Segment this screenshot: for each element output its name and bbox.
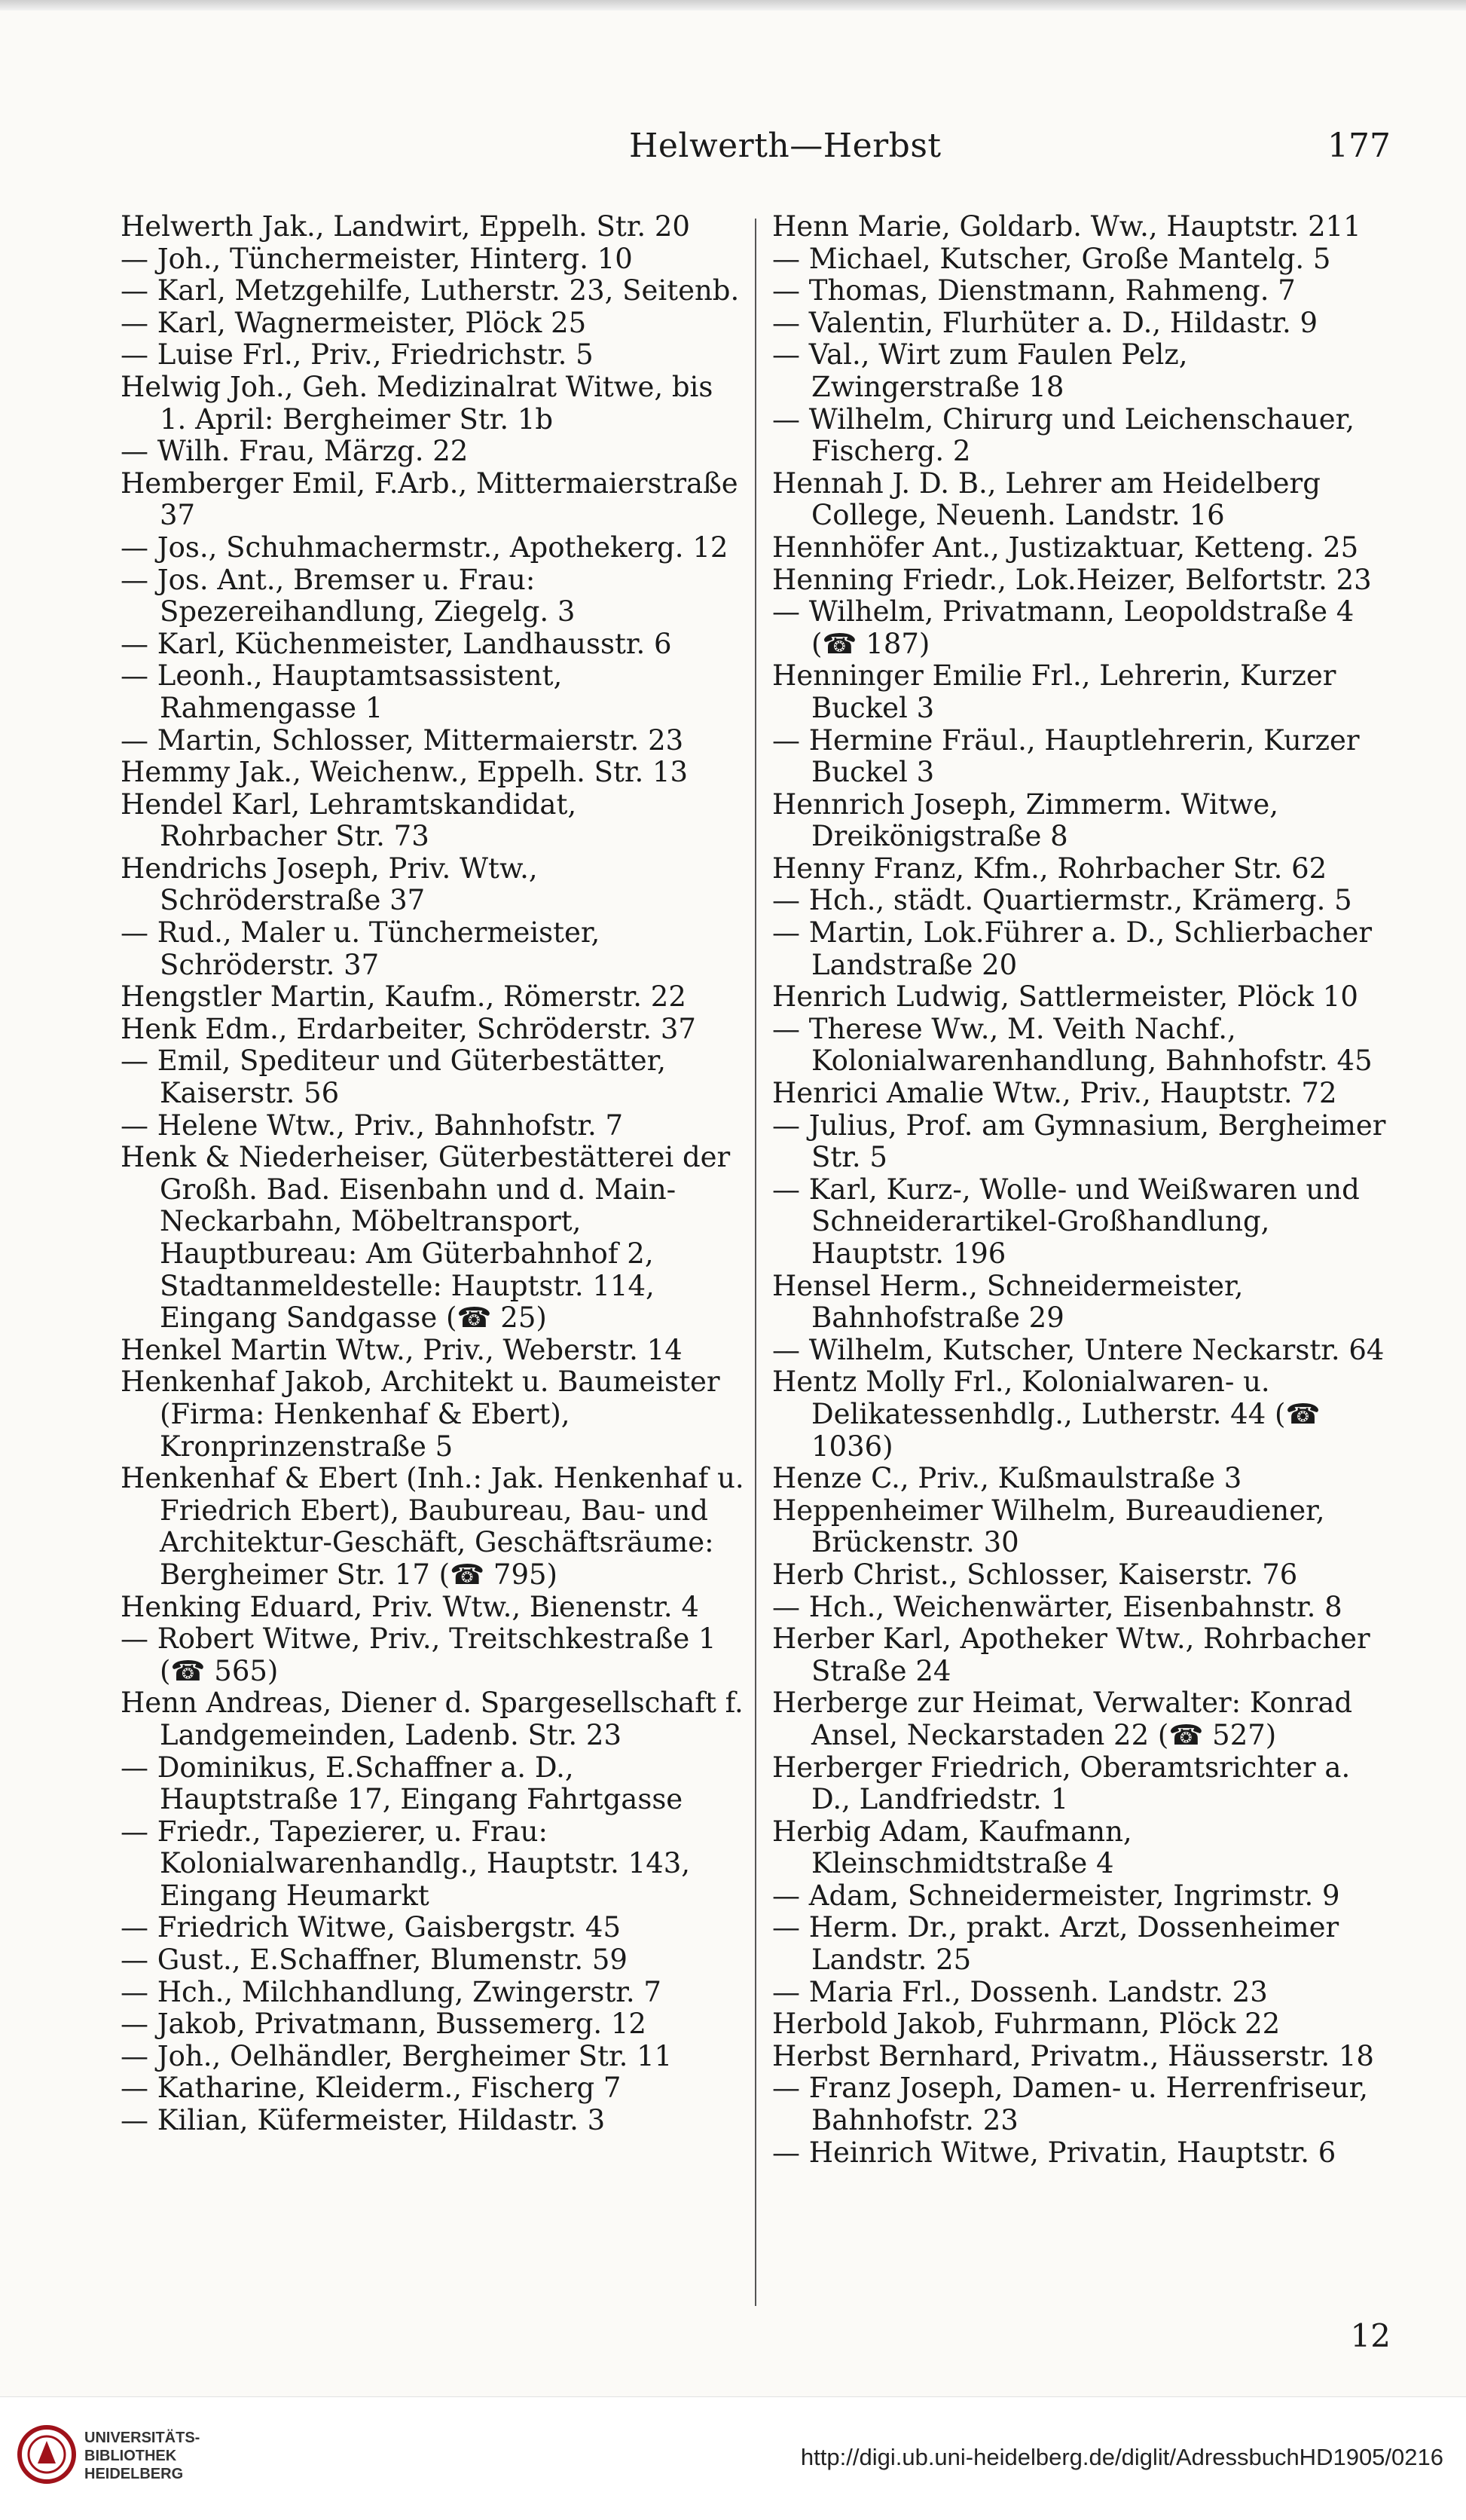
directory-entry: — Karl, Küchenmeister, Landhausstr. 6 xyxy=(121,627,672,660)
directory-entry: — Jos. Ant., Bremser u. Frau: Spezereihandlung, Ziegelg. 3 xyxy=(121,563,576,628)
directory-entry: — Katharine, Kleiderm., Fischerg 7 xyxy=(121,2072,622,2105)
directory-entry: — Hch., städt. Quartiermstr., Krämerg. 5 xyxy=(772,884,1352,917)
directory-entry: Herbig Adam, Kaufmann, Kleinschmidtstraße 4 xyxy=(772,1815,1141,1880)
directory-entry: — Heinrich Witwe, Privatin, Hauptstr. 6 xyxy=(772,2136,1336,2169)
directory-entry: — Joh., Tünchermeister, Hinterg. 10 xyxy=(121,242,633,275)
directory-entry: — Wilh. Frau, Märzg. 22 xyxy=(121,435,469,468)
directory-entry: — Martin, Schlosser, Mittermaierstr. 23 xyxy=(121,723,684,757)
directory-entry: — Michael, Kutscher, Große Mantelg. 5 xyxy=(772,242,1331,275)
directory-entry: Hengstler Martin, Kaufm., Römerstr. 22 xyxy=(121,980,686,1014)
directory-entry: — Valentin, Flurhüter a. D., Hildastr. 9 xyxy=(772,306,1318,339)
directory-entry: — Maria Frl., Dossenh. Landstr. 23 xyxy=(772,1975,1268,2008)
directory-entry: Henkenhaf & Ebert (Inh.: Jak. Henkenhaf u. Friedrich Ebert), Baubureau, Bau- und Architektur-Geschäft, Geschäftsräume: Bergheimer Str. 17 (☎ 795) xyxy=(121,1462,753,1591)
directory-entry: — Wilhelm, Chirurg und Leichenschauer, Fischerg. 2 xyxy=(772,402,1364,468)
directory-entry: — Dominikus, E.Schaffner a. D., Hauptstraße 17, Eingang Fahrtgasse xyxy=(121,1751,683,1816)
directory-entry: — Luise Frl., Priv., Friedrichstr. 5 xyxy=(121,338,594,372)
directory-entry: — Joh., Oelhändler, Bergheimer Str. 11 xyxy=(121,2039,673,2072)
directory-entry: Herbold Jakob, Fuhrmann, Plöck 22 xyxy=(772,2008,1281,2041)
directory-entry: — Robert Witwe, Priv., Treitschkestraße 1 (☎ 565) xyxy=(121,1622,725,1687)
directory-entry: Herberger Friedrich, Oberamtsrichter a. D., Landfriedstr. 1 xyxy=(772,1751,1359,1816)
directory-entry: Hennah J. D. B., Lehrer am Heidelberg College, Neuenh. Landstr. 16 xyxy=(772,466,1330,532)
library-name-line: HEIDELBERG xyxy=(84,2466,184,2482)
directory-entry: — Herm. Dr., prakt. Arzt, Dossenheimer Landstr. 25 xyxy=(772,1911,1348,1977)
running-head: Helwerth—Herbst xyxy=(629,127,942,165)
library-name-line: UNIVERSITÄTS- xyxy=(84,2430,200,2446)
page-number: 177 xyxy=(1327,127,1391,165)
left-column xyxy=(121,210,753,2137)
directory-entry: Hennhöfer Ant., Justizaktuar, Ketteng. 25 xyxy=(772,531,1359,564)
directory-entry: — Helene Wtw., Priv., Bahnhofstr. 7 xyxy=(121,1109,624,1142)
directory-entry: Henning Friedr., Lok.Heizer, Belfortstr. 23 xyxy=(772,563,1372,596)
directory-entry: — Rud., Maler u. Tünchermeister, Schröderstr. 37 xyxy=(121,916,609,981)
directory-entry: Helwerth Jak., Landwirt, Eppelh. Str. 20 xyxy=(121,210,690,243)
directory-entry: Henn Marie, Goldarb. Ww., Hauptstr. 211 xyxy=(772,210,1361,243)
directory-entry: Herbst Bernhard, Privatm., Häusserstr. 18 xyxy=(772,2039,1374,2072)
directory-entry: Hentz Molly Frl., Kolonialwaren- u. Delikatessenhdlg., Lutherstr. 44 (☎ 1036) xyxy=(772,1366,1330,1463)
directory-entry: Henking Eduard, Priv. Wtw., Bienenstr. 4 xyxy=(121,1590,699,1623)
directory-entry: — Hermine Fräul., Hauptlehrerin, Kurzer Buckel 3 xyxy=(772,723,1369,789)
library-name-line: BIBLIOTHEK xyxy=(84,2448,177,2464)
directory-entry: Henze C., Priv., Kußmaulstraße 3 xyxy=(772,1462,1242,1495)
directory-entry: Henk & Niederheiser, Güterbestätterei der Großh. Bad. Eisenbahn und d. Main-Neckarbahn, Möbeltransport, Hauptbureau: Am Güterbahnhof 2, Stadtanmeldestelle: Hauptstr. 114, Eingang Sandgasse (☎ 25) xyxy=(121,1141,740,1335)
directory-entry: — Emil, Spediteur und Güterbestätter, Kaiserstr. 56 xyxy=(121,1044,675,1110)
directory-entry: Herb Christ., Schlosser, Kaiserstr. 76 xyxy=(772,1558,1298,1591)
directory-entry: Henrici Amalie Wtw., Priv., Hauptstr. 72 xyxy=(772,1077,1337,1110)
directory-entry: — Hch., Weichenwärter, Eisenbahnstr. 8 xyxy=(772,1590,1342,1623)
directory-entry: — Wilhelm, Kutscher, Untere Neckarstr. 64 xyxy=(772,1333,1385,1366)
directory-entry: Henk Edm., Erdarbeiter, Schröderstr. 37 xyxy=(121,1012,696,1045)
directory-entry: Henninger Emilie Frl., Lehrerin, Kurzer Buckel 3 xyxy=(772,659,1345,724)
column-divider xyxy=(755,219,756,2306)
directory-entry: Hendel Karl, Lehramtskandidat, Rohrbacher Str. 73 xyxy=(121,788,585,853)
directory-entry: — Therese Ww., M. Veith Nachf., Kolonialwarenhandlung, Bahnhofstr. 45 xyxy=(772,1012,1373,1078)
directory-entry: — Hch., Milchhandlung, Zwingerstr. 7 xyxy=(121,1975,661,2008)
directory-entry: — Jakob, Privatmann, Bussemerg. 12 xyxy=(121,2008,646,2041)
directory-entry: — Kilian, Küfermeister, Hildastr. 3 xyxy=(121,2104,606,2137)
directory-entry: — Thomas, Dienstmann, Rahmeng. 7 xyxy=(772,274,1296,307)
directory-entry: — Adam, Schneidermeister, Ingrimstr. 9 xyxy=(772,1879,1340,1912)
directory-entry: Helwig Joh., Geh. Medizinalrat Witwe, bis 1. April: Bergheimer Str. 1b xyxy=(121,370,722,436)
directory-entry: — Karl, Metzgehilfe, Lutherstr. 23, Seitenb. xyxy=(121,274,740,307)
scan-edge xyxy=(0,0,1466,11)
directory-entry: — Wilhelm, Privatmann, Leopoldstraße 4 (☎ 187) xyxy=(772,595,1364,660)
directory-entry: — Leonh., Hauptamtsassistent, Rahmengasse 1 xyxy=(121,659,572,724)
directory-entry: — Friedr., Tapezierer, u. Frau: Kolonialwarenhandlg., Hauptstr. 143, Eingang Heumarkt xyxy=(121,1815,699,1912)
directory-entry: Henkel Martin Wtw., Priv., Weberstr. 14 xyxy=(121,1333,683,1366)
directory-entry: — Julius, Prof. am Gymnasium, Bergheimer Str. 5 xyxy=(772,1109,1395,1174)
directory-entry: — Martin, Lok.Führer a. D., Schlierbacher Landstraße 20 xyxy=(772,916,1381,981)
signature-mark: 12 xyxy=(1350,2317,1391,2354)
library-name xyxy=(84,2429,200,2483)
directory-entry: — Franz Joseph, Damen- u. Herrenfriseur, Bahnhofstr. 23 xyxy=(772,2072,1377,2137)
directory-entry: Hemberger Emil, F.Arb., Mittermaierstraße 37 xyxy=(121,466,747,532)
source-url-link[interactable]: http://digi.ub.uni-heidelberg.de/diglit/AdressbuchHD1905/0216 xyxy=(800,2444,1443,2470)
directory-entry: Herber Karl, Apotheker Wtw., Rohrbacher Straße 24 xyxy=(772,1622,1379,1687)
directory-entry: Heppenheimer Wilhelm, Bureaudiener, Brückenstr. 30 xyxy=(772,1494,1334,1559)
directory-entry: — Karl, Wagnermeister, Plöck 25 xyxy=(121,306,587,339)
directory-entry: Henn Andreas, Diener d. Spargesellschaft f. Landgemeinden, Ladenb. Str. 23 xyxy=(121,1687,753,1751)
directory-entry: Henkenhaf Jakob, Architekt u. Baumeister (Firma: Henkenhaf & Ebert), Kronprinzenstraße 5 xyxy=(121,1366,729,1463)
directory-entry: Henny Franz, Kfm., Rohrbacher Str. 62 xyxy=(772,852,1327,885)
directory-entry: Hennrich Joseph, Zimmerm. Witwe, Dreikönigstraße 8 xyxy=(772,788,1287,853)
footer-bar xyxy=(0,2396,1466,2520)
directory-entry: — Friedrich Witwe, Gaisbergstr. 45 xyxy=(121,1911,622,1944)
directory-entry: — Val., Wirt zum Faulen Pelz, Zwingerstraße 18 xyxy=(772,338,1197,403)
directory-entry: Herberge zur Heimat, Verwalter: Konrad Ansel, Neckarstaden 22 (☎ 527) xyxy=(772,1687,1361,1751)
directory-entry: Henrich Ludwig, Sattlermeister, Plöck 10 xyxy=(772,980,1358,1014)
directory-entry: Hensel Herm., Schneidermeister, Bahnhofstraße 29 xyxy=(772,1269,1253,1335)
directory-entry: Hemmy Jak., Weichenw., Eppelh. Str. 13 xyxy=(121,756,689,789)
directory-entry: — Jos., Schuhmachermstr., Apothekerg. 12 xyxy=(121,531,728,564)
directory-entry: Hendrichs Joseph, Priv. Wtw., Schröderstraße 37 xyxy=(121,852,547,917)
university-seal-icon xyxy=(17,2424,77,2485)
directory-entry: — Karl, Kurz-, Wolle- und Weißwaren und Schneiderartikel-Großhandlung, Hauptstr. 196 xyxy=(772,1173,1369,1270)
right-column xyxy=(772,211,1397,2169)
directory-entry: — Gust., E.Schaffner, Blumenstr. 59 xyxy=(121,1944,628,1977)
